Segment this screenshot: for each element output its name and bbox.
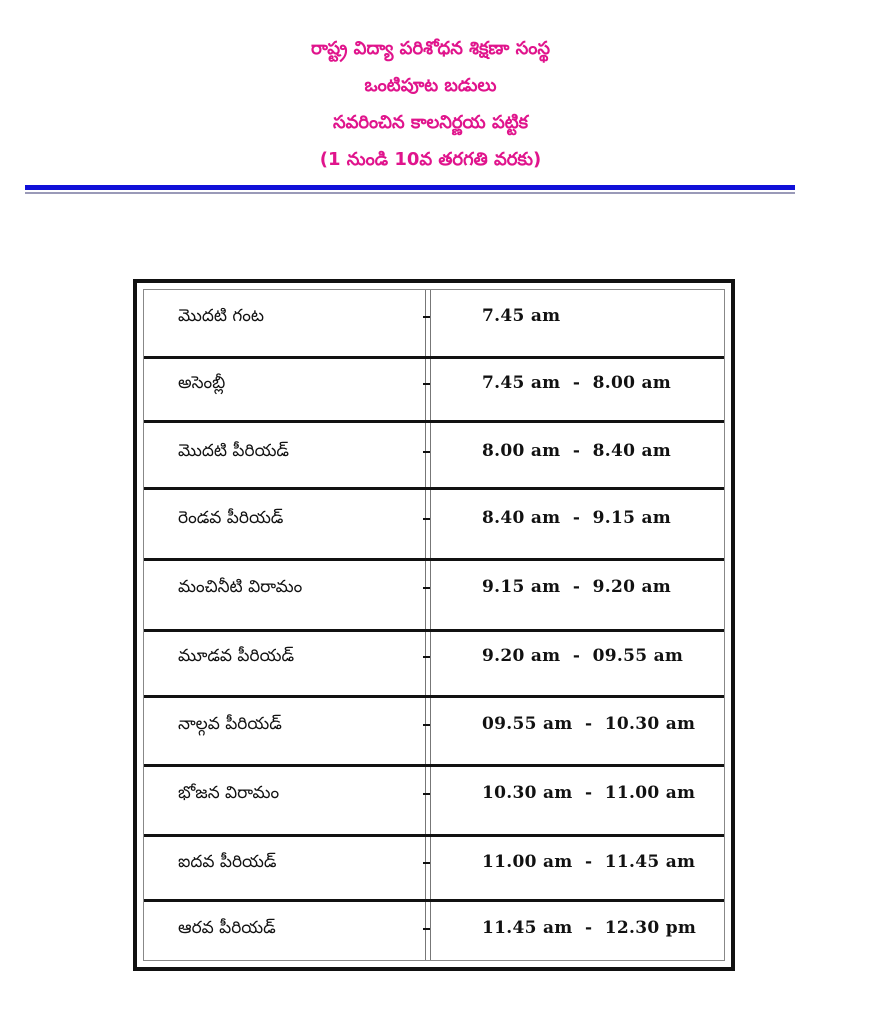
- dash-separator: [423, 587, 430, 589]
- period-label: మొదటి గంట: [178, 306, 265, 326]
- table-row: [144, 902, 724, 960]
- table-row: [144, 698, 724, 764]
- dash-separator: [423, 793, 430, 795]
- period-time: 8.40 am - 9.15 am: [482, 508, 672, 528]
- period-label: రెండవ పీరియడ్: [178, 508, 284, 528]
- period-time: 7.45 am: [482, 306, 561, 326]
- dash-separator: [423, 656, 430, 658]
- revised-timetable-title: సవరించిన కాలనిర్ణయ పట్టిక: [332, 112, 529, 133]
- dash-separator: [423, 724, 430, 726]
- period-label: ఆరవ పీరియడ్: [178, 918, 276, 938]
- period-label: నాల్గవ పీరియడ్: [178, 714, 282, 734]
- dash-separator: [423, 383, 430, 385]
- period-label: భోజన విరామం: [178, 783, 280, 803]
- half-day-schools-title: ఒంటిపూట బడులు: [364, 75, 497, 96]
- period-time: 09.55 am - 10.30 am: [482, 714, 696, 734]
- class-range-subtitle: (1 నుండి 10వ తరగతి వరకు): [319, 149, 542, 170]
- dash-separator: [423, 316, 430, 318]
- timetable-inner-border: [143, 289, 725, 961]
- period-label: మూడవ పీరియడ్: [178, 646, 295, 666]
- document-header: [0, 30, 881, 178]
- table-row: [144, 837, 724, 901]
- period-time: 11.00 am - 11.45 am: [482, 852, 696, 872]
- table-row: [144, 632, 724, 695]
- dash-separator: [423, 862, 430, 864]
- header-divider-thin: [25, 192, 795, 194]
- institution-title: రాష్ట్ర విద్యా పరిశోధన శిక్షణా సంస్థ: [310, 38, 551, 59]
- table-row: [144, 561, 724, 630]
- period-label: మంచినీటి విరామం: [178, 577, 303, 597]
- dash-separator: [423, 928, 430, 930]
- table-row: [144, 423, 724, 488]
- period-time: 9.20 am - 09.55 am: [482, 646, 684, 666]
- timetable-table: [133, 279, 735, 971]
- period-time: 8.00 am - 8.40 am: [482, 441, 672, 461]
- period-label: ఐదవ పీరియడ్: [178, 852, 277, 872]
- period-time: 10.30 am - 11.00 am: [482, 783, 696, 803]
- period-time: 9.15 am - 9.20 am: [482, 577, 672, 597]
- table-row: [144, 490, 724, 559]
- period-time: 7.45 am - 8.00 am: [482, 373, 672, 393]
- table-row: [144, 767, 724, 835]
- dash-separator: [423, 451, 430, 453]
- table-row: [144, 290, 724, 356]
- period-time: 11.45 am - 12.30 pm: [482, 918, 697, 938]
- period-label: మొదటి పీరియడ్: [178, 441, 290, 461]
- dash-separator: [423, 518, 430, 520]
- table-row: [144, 359, 724, 421]
- header-divider-thick: [25, 185, 795, 190]
- period-label: అసెంబ్లీ: [178, 373, 226, 393]
